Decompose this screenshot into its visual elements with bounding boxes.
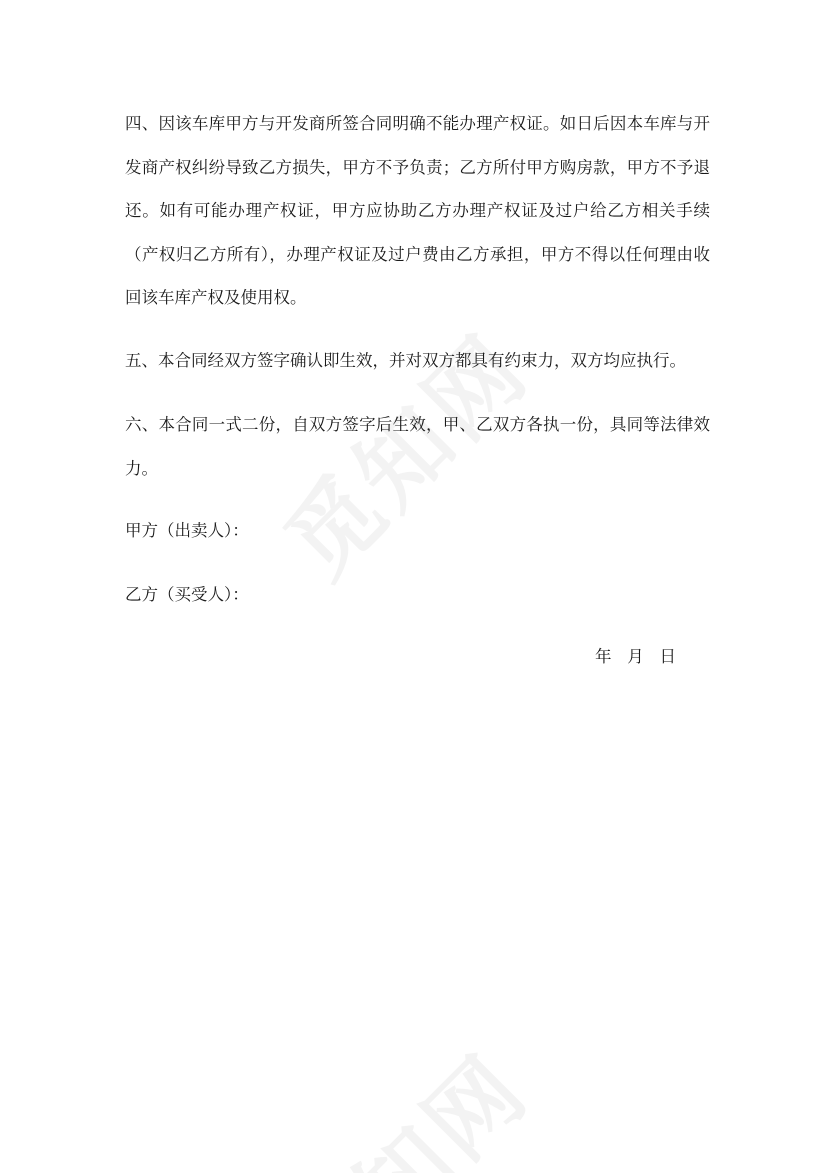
signing-date-line: 年 月 日	[595, 647, 676, 666]
party-a-signature-label: 甲方（出卖人）：	[125, 521, 249, 540]
clause-5-paragraph: 五、本合同经双方签字确认即生效，并对双方都具有约束力，双方均应执行。	[125, 351, 686, 370]
clause-6-paragraph: 六、本合同一式二份，自双方签字后生效，甲、乙双方各执一份，具同等法律效力。	[125, 415, 710, 478]
watermark	[251, 1020, 552, 1173]
party-b-signature-label: 乙方（买受人）：	[125, 585, 249, 604]
clause-4-paragraph: 四、因该车库甲方与开发商所签合同明确不能办理产权证。如日后因本车库与开发商产权纠纷导致乙方损失，甲方不予负责；乙方所付甲方购房款，甲方不予退还。如有可能办理产权证，甲方应协助乙方办理产权证及过户给乙方相关手续（产权归乙方所有），办理产权证及过户费由乙方承担，甲方不得以任何理由收回该车库产权及使用权。	[125, 114, 710, 307]
